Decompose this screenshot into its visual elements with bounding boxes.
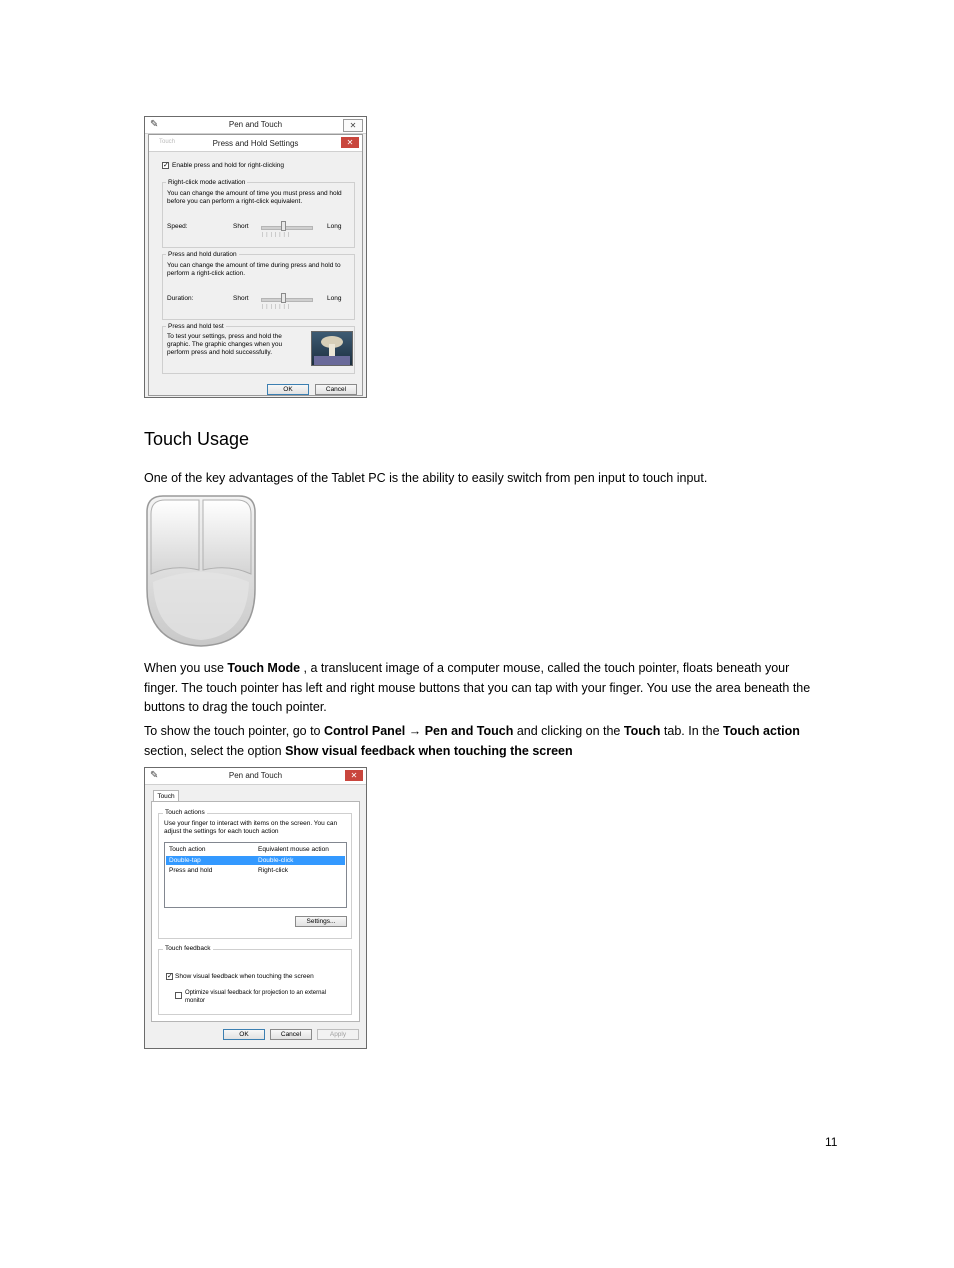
outer-close-icon[interactable]: ✕ (343, 119, 363, 132)
p3-text-3: tab. In the (660, 724, 723, 738)
speed-slider-track[interactable] (261, 226, 313, 230)
optimize-label: Optimize visual feedback for projection to an external monitor (185, 990, 327, 1004)
show-feedback-label: Show visual feedback when touching the screen (175, 973, 314, 980)
test-graphic[interactable] (311, 331, 353, 366)
enable-label: Enable press and hold for right-clicking (172, 162, 285, 169)
titlebar (145, 768, 366, 785)
close-icon[interactable]: ✕ (345, 770, 363, 781)
p3-pen-and-touch: Pen and Touch (424, 724, 514, 738)
touch-feedback-group (158, 949, 352, 1015)
mushroom-icon (312, 332, 352, 365)
speed-ticks: ||||||| (262, 232, 293, 238)
inner-dialog (148, 134, 363, 396)
test-group-title: Press and hold test (168, 323, 224, 330)
speed-short-label: Short (233, 223, 249, 230)
col-touch-action[interactable]: Touch action (169, 846, 206, 853)
touch-actions-desc: Use your finger to interact with items on the screen. You can adjust the settings for each touch action (164, 820, 338, 835)
test-desc: To test your settings, press and hold the graphic. The graphic changes when you perform press and hold successfully. (167, 333, 283, 356)
row-action: Press and hold (169, 867, 213, 874)
tab-touch-label: Touch (157, 793, 175, 800)
outer-title: Pen and Touch (228, 120, 283, 129)
col-mouse-action[interactable]: Equivalent mouse action (258, 846, 329, 853)
optimize-checkbox[interactable] (175, 992, 182, 999)
inner-ghost-title: Touch (159, 139, 176, 145)
inner-close-icon[interactable]: ✕ (341, 137, 359, 148)
enable-checkbox[interactable]: ✓ (163, 162, 169, 169)
mouse-icon (143, 494, 259, 650)
outer-titlebar (145, 117, 366, 134)
p3-text-2: and clicking on the (513, 724, 624, 738)
p3-show-visual-feedback: Show visual feedback when touching the screen (285, 743, 573, 758)
cancel-button[interactable]: Cancel (270, 1029, 312, 1040)
touch-pointer-graphic (143, 494, 259, 650)
p2-touch-mode: Touch Mode (227, 661, 301, 675)
speed-label: Speed: (167, 223, 188, 230)
apply-button[interactable]: Apply (317, 1029, 359, 1040)
row-mouse: Double-click (258, 857, 294, 864)
p3-text-4: section, select the option (144, 743, 286, 758)
speed-long-label: Long (327, 223, 342, 230)
pen-icon: ✎ (150, 770, 159, 781)
right-click-desc: You can change the amount of time you must press and hold before you can perform a right-click equivalent. (167, 190, 342, 205)
right-click-group-title: Right-click mode activation (168, 179, 246, 186)
p3-text-1: To show the touch pointer, go to (144, 724, 324, 738)
pen-icon: ✎ (150, 119, 159, 130)
row-mouse: Right-click (258, 867, 288, 874)
inner-title: Press and Hold Settings (212, 139, 299, 148)
ok-button[interactable]: OK (267, 384, 309, 395)
touch-feedback-title: Touch feedback (165, 945, 211, 952)
show-feedback-checkbox[interactable]: ✓ (167, 973, 173, 980)
show-pointer-paragraph (144, 722, 824, 761)
p3-arrow: → (405, 724, 425, 738)
settings-button[interactable]: Settings... (295, 916, 347, 927)
duration-desc: You can change the amount of time during press and hold to perform a right-click action. (167, 262, 341, 277)
duration-slider-thumb[interactable] (281, 293, 286, 303)
intro-paragraph: One of the key advantages of the Tablet PC is the ability to easily switch from pen input to touch input. (144, 471, 708, 485)
row-action: Double-tap (169, 857, 201, 864)
p3-control-panel: Control Panel (323, 724, 406, 738)
p2-text-1: When you use (144, 661, 228, 675)
p3-touch: Touch (623, 724, 661, 738)
cancel-button[interactable]: Cancel (315, 384, 357, 395)
duration-long-label: Long (327, 295, 342, 302)
speed-slider-thumb[interactable] (281, 221, 286, 231)
ok-button[interactable]: OK (223, 1029, 265, 1040)
table-row[interactable] (166, 856, 345, 865)
duration-group-title: Press and hold duration (168, 251, 237, 258)
duration-slider-track[interactable] (261, 298, 313, 302)
inner-titlebar (149, 135, 362, 152)
touch-actions-list[interactable] (164, 842, 347, 908)
duration-label: Duration: (167, 295, 194, 302)
touch-mode-paragraph (144, 659, 824, 718)
page-number: 11 (825, 1135, 838, 1149)
press-hold-screenshot (144, 116, 367, 398)
p3-touch-action: Touch action (723, 724, 800, 738)
duration-short-label: Short (233, 295, 249, 302)
dialog-title: Pen and Touch (228, 771, 283, 780)
table-row[interactable] (166, 866, 345, 875)
p2-text-2: , a translucent image of a computer mouse, called the touch pointer, floats beneath your finger. The touch pointer has left and right mouse buttons that you can tap with your finger. You use the area beneath the buttons to drag the touch pointer. (144, 661, 811, 714)
touch-actions-title: Touch actions (165, 809, 205, 816)
pen-touch-screenshot (144, 767, 367, 1049)
section-heading: Touch Usage (144, 429, 250, 449)
duration-ticks: ||||||| (262, 304, 293, 310)
